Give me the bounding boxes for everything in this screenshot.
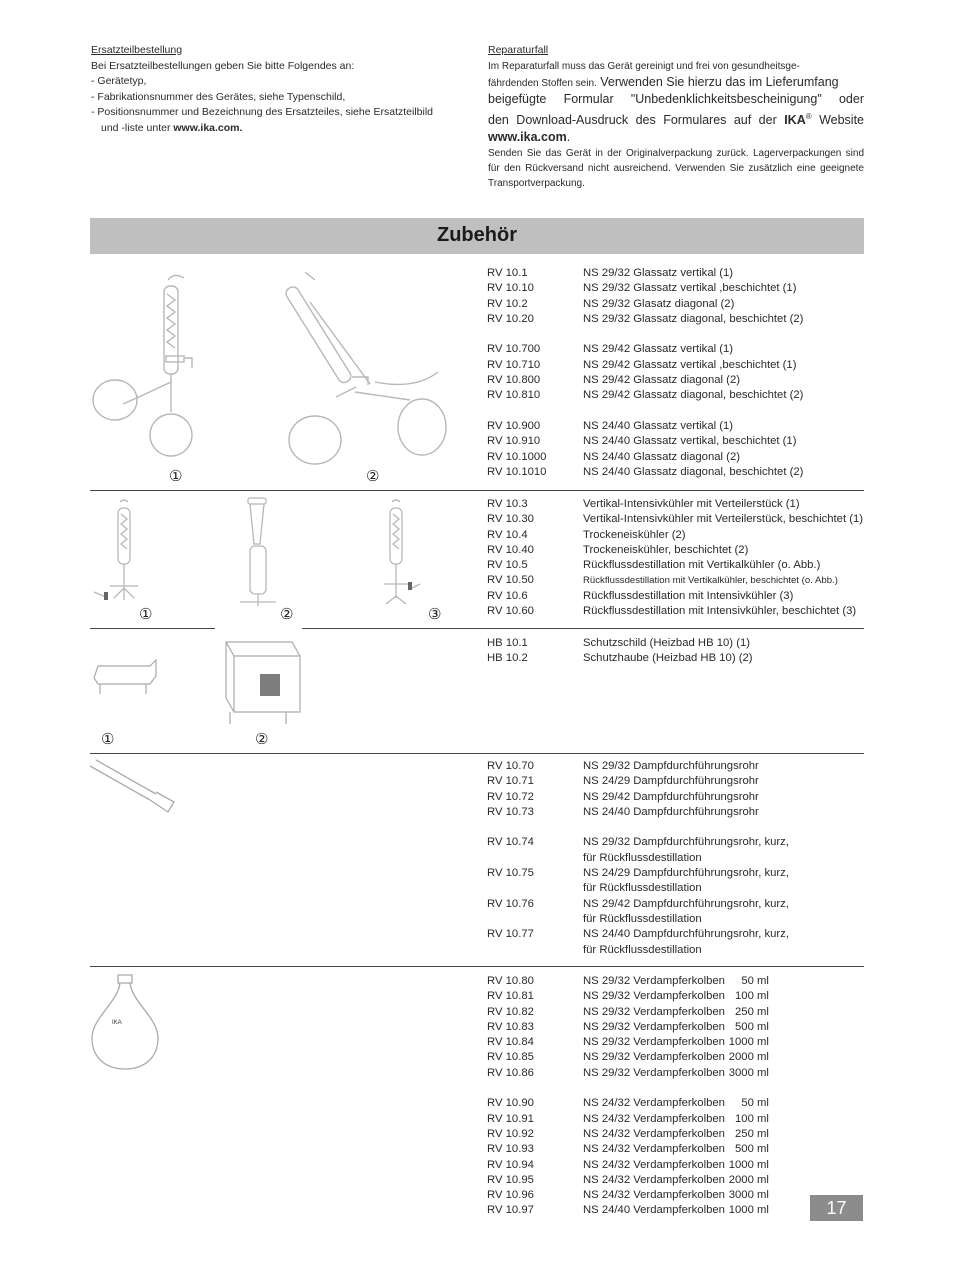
list-item (487, 450, 867, 465)
item-code: RV 10.81 (487, 990, 534, 1003)
item-description-text: NS 29/32 Dampfdurchführungsrohr, kurz, (583, 836, 789, 849)
reparatur-line-4 (488, 108, 864, 129)
list-item (487, 512, 867, 527)
item-code: RV 10.86 (487, 1066, 534, 1079)
coolers-figure (90, 496, 470, 614)
item-volume: 50 ml (741, 975, 769, 987)
item-description-2: für Rückflussdestillation (583, 851, 702, 864)
ersatz-item-1: - Gerätetyp, (91, 75, 147, 87)
item-description-text: Schutzschild (Heizbad HB 10) (1) (583, 637, 751, 649)
ersatz-item-3: - Positionsnummer und Bezeichnung des Ersatzteiles, siehe Ersatzteilbild (91, 106, 434, 118)
item-description-text: Rückflussdestillation mit Vertikalkühler (o. Abb.) (583, 559, 821, 572)
item-code-spacer (487, 851, 583, 866)
vapor-tube-figure (88, 758, 178, 814)
item-code: RV 10.80 (487, 975, 534, 987)
item-description-text: Trockeneiskühler, beschichtet (2) (583, 543, 749, 556)
item-code: RV 10.710 (487, 358, 541, 371)
list-item (487, 636, 867, 651)
item-code: RV 10.40 (487, 543, 534, 556)
list-item (487, 1112, 867, 1127)
item-description (583, 281, 867, 296)
item-description (583, 897, 867, 912)
ersatz-heading: Ersatzteilbestellung (91, 44, 183, 56)
item-description-text: NS 29/32 Verdampferkolben (583, 1066, 725, 1079)
item-code: RV 10.5 (487, 559, 528, 572)
item-code: RV 10.84 (487, 1036, 534, 1049)
item-description-text: Vertikal-Intensivkühler mit Verteilerstück, beschichtet (1) (583, 513, 864, 526)
item-description-text: NS 29/32 Glasatz diagonal (2) (583, 297, 735, 310)
item-description-text: Rückflussdestillation mit Intensivkühler, beschichtet (3) (583, 605, 857, 618)
list-item (487, 1127, 867, 1142)
item-description (583, 1127, 867, 1142)
item-description-text: NS 29/32 Verdampferkolben (583, 975, 725, 987)
list-coolers (487, 497, 867, 619)
item-volume: 2000 ml (728, 1173, 769, 1186)
list-glass-sets (487, 266, 867, 480)
list-item (487, 897, 867, 912)
list-item (487, 434, 867, 449)
list-item (487, 604, 867, 619)
item-code: RV 10.900 (487, 419, 541, 432)
list-item (487, 759, 867, 774)
item-description-text: NS 29/32 Verdampferkolben (583, 990, 725, 1003)
item-description-text: NS 29/42 Glassatz diagonal, beschichtet (2) (583, 389, 804, 402)
list-item (487, 989, 867, 1004)
reparatur-line-2a: fährdenden Stoffen sein. (488, 77, 597, 89)
item-description-text: NS 29/42 Glassatz diagonal (2) (583, 374, 740, 387)
divider-2a (90, 628, 215, 629)
divider-4 (90, 966, 864, 967)
item-description (583, 573, 867, 588)
item-code: RV 10.71 (487, 775, 534, 788)
item-code: RV 10.72 (487, 790, 534, 803)
shield-hood-figure (90, 636, 310, 732)
item-code: RV 10.1010 (487, 465, 547, 478)
item-description (583, 974, 867, 989)
reparatur-line-4-post: Website (811, 112, 864, 127)
item-code: RV 10.90 (487, 1097, 534, 1110)
item-volume: 500 ml (735, 1143, 769, 1156)
item-description-text: NS 29/42 Glassatz vertikal ,beschichtet (1) (583, 358, 797, 371)
item-code: RV 10.1 (487, 267, 528, 279)
list-item (487, 342, 867, 357)
item-description (583, 465, 867, 480)
item-code: RV 10.60 (487, 605, 534, 618)
list-item (487, 974, 867, 989)
item-description (583, 1020, 867, 1035)
item-description (583, 1005, 867, 1020)
section-title-bar (90, 218, 864, 254)
list-item (487, 774, 867, 789)
reparaturfall-block (488, 43, 864, 191)
list-item (487, 419, 867, 434)
marker-1-shield: ① (101, 731, 115, 748)
item-code: RV 10.95 (487, 1173, 534, 1186)
item-code: RV 10.83 (487, 1020, 534, 1033)
item-volume: 100 ml (735, 1112, 769, 1125)
list-item (487, 790, 867, 805)
item-code: RV 10.91 (487, 1112, 534, 1125)
item-code: RV 10.700 (487, 343, 541, 356)
divider-1 (90, 490, 864, 491)
item-description (583, 1173, 867, 1188)
list-item (487, 1142, 867, 1157)
item-volume: 500 ml (735, 1020, 769, 1033)
item-code: RV 10.50 (487, 574, 534, 587)
item-volume: 1000 ml (728, 1204, 769, 1217)
item-code-spacer (487, 881, 583, 896)
list-item (487, 805, 867, 820)
divider-3 (90, 753, 864, 754)
list-item (487, 497, 867, 512)
item-description (583, 589, 867, 604)
item-description (583, 805, 867, 820)
item-code: HB 10.1 (487, 637, 528, 649)
item-code: RV 10.85 (487, 1051, 534, 1064)
item-description (583, 835, 867, 850)
item-volume: 3000 ml (728, 1189, 769, 1202)
list-item (487, 373, 867, 388)
ersatz-intro: Bei Ersatzteilbestellungen geben Sie bitte Folgendes an: (91, 59, 355, 72)
item-description-text: NS 24/29 Dampfdurchführungsrohr (583, 775, 759, 788)
marker-2-coolers: ② (280, 606, 294, 623)
item-description (583, 419, 867, 434)
item-code-spacer (487, 912, 583, 927)
item-description (583, 558, 867, 573)
item-description-text: NS 24/40 Glassatz vertikal, beschichtet (1) (583, 435, 797, 448)
ika-link[interactable]: www.ika.com. (173, 121, 243, 134)
list-vapor-tubes (487, 759, 867, 958)
item-description (583, 1096, 867, 1111)
item-description-text: NS 29/42 Dampfdurchführungsrohr, kurz, (583, 897, 789, 910)
item-description-text: NS 24/29 Dampfdurchführungsrohr, kurz, (583, 867, 789, 880)
registered-mark: ® (805, 111, 812, 121)
item-description-text: Vertikal-Intensivkühler mit Verteilerstück (1) (583, 498, 800, 510)
item-code: RV 10.30 (487, 513, 534, 526)
list-item (487, 358, 867, 373)
list-item (487, 1005, 867, 1020)
list-item (487, 927, 867, 942)
item-description-text: NS 29/32 Glassatz vertikal (1) (583, 267, 734, 279)
item-description-text: NS 24/40 Dampfdurchführungsrohr (583, 805, 759, 818)
list-item-continuation (487, 943, 867, 958)
glass-set-vertical-figure (90, 262, 470, 472)
item-volume: 2000 ml (728, 1051, 769, 1064)
list-gap (487, 327, 867, 342)
item-description (583, 434, 867, 449)
item-code: RV 10.82 (487, 1005, 534, 1018)
item-description-text: NS 29/42 Dampfdurchführungsrohr (583, 790, 759, 803)
ersatz-item-3-cont (91, 121, 471, 137)
ika-brand: IKA (784, 112, 806, 127)
item-code: RV 10.94 (487, 1158, 534, 1171)
item-description (583, 759, 867, 774)
list-item (487, 543, 867, 558)
item-volume: 250 ml (735, 1005, 769, 1018)
list-item (487, 465, 867, 480)
item-description-text: Rückflussdestillation mit Intensivkühler (3) (583, 589, 794, 602)
item-description (583, 450, 867, 465)
list-item (487, 589, 867, 604)
reparatur-para-2: Senden Sie das Gerät in der Originalverpackung zurück. Lagerverpackungen sind für den Rückversand nicht ausreichend. Verwenden Sie zusätzlich eine geeignete Transportverpackung. (488, 147, 864, 189)
item-code: RV 10.77 (487, 928, 534, 941)
item-code: RV 10.810 (487, 389, 541, 402)
item-volume: 250 ml (735, 1127, 769, 1140)
marker-1-glassset: ① (169, 468, 183, 485)
item-code: RV 10.97 (487, 1204, 534, 1217)
item-description (583, 1158, 867, 1173)
item-description-text: NS 24/32 Verdampferkolben (583, 1189, 725, 1202)
item-description-text: NS 24/32 Verdampferkolben (583, 1173, 725, 1186)
item-description (583, 1035, 867, 1050)
hood-window (260, 674, 280, 696)
item-description (583, 312, 867, 327)
list-item-continuation (487, 912, 867, 927)
reparatur-heading: Reparaturfall (488, 44, 549, 56)
item-description-text: NS 24/32 Verdampferkolben (583, 1158, 725, 1171)
section-title: Zubehör (437, 224, 517, 246)
item-description-text: NS 24/40 Glassatz vertikal (1) (583, 419, 734, 432)
item-description-text: NS 24/32 Verdampferkolben (583, 1097, 725, 1110)
list-item (487, 651, 867, 666)
reparatur-line-2b: Verwenden Sie hierzu das im Lieferumfang (596, 74, 839, 89)
item-volume: 1000 ml (728, 1158, 769, 1171)
item-volume: 3000 ml (728, 1066, 769, 1079)
item-code: RV 10.92 (487, 1127, 534, 1140)
item-description (583, 989, 867, 1004)
list-item (487, 1020, 867, 1035)
list-item (487, 1035, 867, 1050)
item-description (583, 790, 867, 805)
item-description (583, 528, 867, 543)
item-description-2: für Rückflussdestillation (583, 912, 702, 925)
list-item-continuation (487, 851, 867, 866)
list-item (487, 281, 867, 296)
item-description (583, 774, 867, 789)
reparatur-line-2 (488, 74, 864, 91)
item-description-text: NS 29/32 Verdampferkolben (583, 1051, 725, 1064)
item-code: HB 10.2 (487, 652, 528, 665)
item-volume: 1000 ml (728, 1036, 769, 1049)
item-code: RV 10.96 (487, 1189, 534, 1202)
list-item (487, 388, 867, 403)
list-item (487, 835, 867, 850)
item-code: RV 10.10 (487, 282, 534, 295)
list-item (487, 528, 867, 543)
item-description (583, 927, 867, 942)
item-code: RV 10.1000 (487, 450, 547, 463)
item-description (583, 342, 867, 357)
list-item (487, 1066, 867, 1081)
list-gap (487, 404, 867, 419)
list-item (487, 573, 867, 588)
divider-2b (302, 628, 864, 629)
flask-logo-text: IKA (112, 1020, 122, 1026)
item-description-text: NS 24/40 Glassatz diagonal (2) (583, 450, 740, 463)
ersatz-item-2: - Fabrikationsnummer des Gerätes, siehe Typenschild, (91, 90, 346, 103)
list-item (487, 866, 867, 881)
item-code: RV 10.3 (487, 498, 528, 510)
item-code-spacer (487, 943, 583, 958)
item-description-text: NS 24/40 Verdampferkolben (583, 1204, 725, 1217)
item-description-text: NS 29/32 Glassatz diagonal, beschichtet (2) (583, 312, 804, 325)
list-gap (487, 820, 867, 835)
item-description-text: Rückflussdestillation mit Vertikalkühler, beschichtet (o. Abb.) (583, 575, 838, 587)
item-code: RV 10.76 (487, 897, 534, 910)
item-description (583, 866, 867, 881)
reparatur-line-1: Im Reparaturfall muss das Gerät gereinigt und frei von gesundheitsge- (488, 60, 800, 72)
item-volume: 100 ml (735, 990, 769, 1003)
item-description (583, 636, 867, 651)
item-description (583, 1066, 867, 1081)
item-description-text: NS 29/32 Glassatz vertikal ,beschichtet (1) (583, 282, 797, 295)
marker-2-hood: ② (255, 731, 269, 748)
ersatz-item-3-cont-text: und -liste unter (101, 121, 174, 134)
item-description (583, 1142, 867, 1157)
item-description-text: NS 29/42 Glassatz vertikal (1) (583, 343, 734, 356)
item-description-text: NS 29/32 Verdampferkolben (583, 1036, 725, 1049)
page-number: 17 (810, 1195, 863, 1221)
item-code: RV 10.6 (487, 589, 528, 602)
item-description-text: NS 24/32 Verdampferkolben (583, 1112, 725, 1125)
item-code: RV 10.73 (487, 805, 534, 818)
item-code: RV 10.910 (487, 435, 541, 448)
marker-2-glassset: ② (366, 468, 380, 485)
list-evaporating-flasks (487, 974, 867, 1219)
reparatur-link-line: www.ika.com. (488, 129, 571, 144)
item-description-text: NS 29/32 Verdampferkolben (583, 1020, 725, 1033)
item-description (583, 1050, 867, 1065)
item-code: RV 10.74 (487, 836, 534, 849)
item-description (583, 497, 867, 512)
item-description-text: Trockeneiskühler (2) (583, 528, 686, 541)
marker-3-coolers: ③ (428, 606, 442, 623)
item-description (583, 651, 867, 666)
reparatur-line-4-pre: den Download-Ausdruck des Formulares auf der (488, 112, 785, 127)
list-item (487, 558, 867, 573)
item-description (583, 388, 867, 403)
item-code: RV 10.2 (487, 297, 528, 310)
item-description-2: für Rückflussdestillation (583, 882, 702, 895)
item-description-text: NS 24/32 Verdampferkolben (583, 1127, 725, 1140)
list-item (487, 1096, 867, 1111)
marker-1-coolers: ① (139, 606, 153, 623)
item-description (583, 512, 867, 527)
item-description-text: NS 29/32 Dampfdurchführungsrohr (583, 760, 759, 772)
item-description (583, 604, 867, 619)
list-item (487, 1173, 867, 1188)
ersatzteilbestellung-block (91, 43, 471, 136)
item-code: RV 10.70 (487, 760, 534, 772)
item-description (583, 358, 867, 373)
list-item (487, 1050, 867, 1065)
item-description (583, 1112, 867, 1127)
list-item (487, 312, 867, 327)
list-item (487, 266, 867, 281)
item-description (583, 266, 867, 281)
item-code: RV 10.4 (487, 528, 528, 541)
item-description (583, 543, 867, 558)
item-code: RV 10.93 (487, 1143, 534, 1156)
item-description-text: NS 29/32 Verdampferkolben (583, 1005, 725, 1018)
item-volume: 50 ml (741, 1097, 769, 1110)
reparatur-line-3: beigefügte Formular "Unbedenklichkeitsbescheinigung" oder (488, 91, 864, 106)
ika-website-link[interactable]: www.ika.com (488, 129, 567, 144)
item-description (583, 297, 867, 312)
list-item (487, 297, 867, 312)
item-description-text: Schutzhaube (Heizbad HB 10) (2) (583, 652, 753, 665)
list-item-continuation (487, 881, 867, 896)
item-code: RV 10.800 (487, 374, 541, 387)
item-code: RV 10.20 (487, 312, 534, 325)
item-description-text: NS 24/32 Verdampferkolben (583, 1143, 725, 1156)
evaporating-flask-figure (88, 972, 168, 1072)
item-description-text: NS 24/40 Dampfdurchführungsrohr, kurz, (583, 928, 789, 941)
item-code: RV 10.75 (487, 867, 534, 880)
list-heating-bath (487, 636, 867, 667)
item-description-2: für Rückflussdestillation (583, 943, 702, 956)
item-description (583, 373, 867, 388)
list-item (487, 1158, 867, 1173)
list-gap (487, 1081, 867, 1096)
item-description-text: NS 24/40 Glassatz diagonal, beschichtet (2) (583, 465, 804, 478)
